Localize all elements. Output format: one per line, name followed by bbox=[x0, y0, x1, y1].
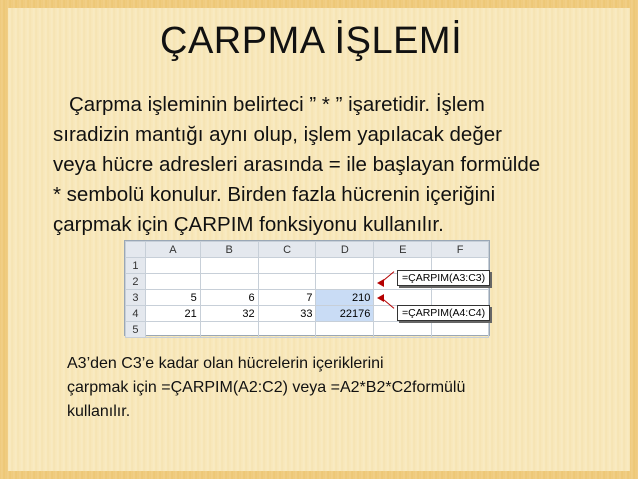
cell bbox=[258, 322, 316, 338]
column-header: C bbox=[258, 242, 316, 258]
column-header-row bbox=[126, 242, 489, 258]
cell bbox=[200, 274, 258, 290]
row-header: 2 bbox=[126, 274, 146, 290]
column-header: F bbox=[432, 242, 489, 258]
slide-title: ÇARPMA İŞLEMİ bbox=[160, 20, 463, 62]
column-header: B bbox=[200, 242, 258, 258]
cell-b3: 6 bbox=[200, 290, 258, 306]
cell-c3: 7 bbox=[258, 290, 316, 306]
slide-paragraph bbox=[53, 90, 638, 240]
callout-arrow-head bbox=[377, 294, 384, 302]
spreadsheet-grid bbox=[125, 241, 489, 338]
cell bbox=[432, 290, 489, 306]
cell-a3: 5 bbox=[145, 290, 200, 306]
formula-callout-row4: =ÇARPIM(A4:C4) bbox=[397, 305, 490, 321]
cell-c4: 33 bbox=[258, 306, 316, 322]
row-header: 1 bbox=[126, 258, 146, 274]
cell bbox=[200, 322, 258, 338]
callout-arrow-head bbox=[377, 279, 384, 287]
paragraph-line: çarpmak için ÇARPIM fonksiyonu kullanılır. bbox=[53, 213, 444, 236]
row-header: 5 bbox=[126, 322, 146, 338]
cell bbox=[316, 258, 374, 274]
cell bbox=[145, 274, 200, 290]
cell-b4: 32 bbox=[200, 306, 258, 322]
cell bbox=[200, 258, 258, 274]
note-line: çarpmak için =ÇARPIM(A2:C2) veya =A2*B2*C2formülü bbox=[67, 379, 466, 396]
cell bbox=[145, 258, 200, 274]
explanation-note bbox=[67, 352, 607, 424]
row-header: 3 bbox=[126, 290, 146, 306]
paragraph-line: veya hücre adresleri arasında = ile başlayan formülde bbox=[53, 153, 541, 176]
note-line: A3’den C3’e kadar olan hücrelerin içeriklerini bbox=[67, 355, 384, 372]
cell bbox=[374, 322, 432, 338]
column-header: A bbox=[145, 242, 200, 258]
cell-d4: 22176 bbox=[316, 306, 374, 322]
corner-cell bbox=[126, 242, 146, 258]
spreadsheet-screenshot bbox=[124, 240, 490, 336]
cell-d3: 210 bbox=[316, 290, 374, 306]
cell bbox=[258, 258, 316, 274]
row-header: 4 bbox=[126, 306, 146, 322]
column-header: E bbox=[374, 242, 432, 258]
table-row bbox=[126, 290, 489, 306]
cell-a4: 21 bbox=[145, 306, 200, 322]
note-line: kullanılır. bbox=[67, 403, 131, 420]
column-header: D bbox=[316, 242, 374, 258]
formula-callout-row3: =ÇARPIM(A3:C3) bbox=[397, 270, 490, 286]
cell bbox=[145, 322, 200, 338]
cell bbox=[316, 322, 374, 338]
paragraph-line: sıradizin mantığı aynı olup, işlem yapılacak değer bbox=[53, 123, 502, 146]
paragraph-line: * sembolü konulur. Birden fazla hücrenin içeriğini bbox=[53, 183, 496, 206]
table-row bbox=[126, 322, 489, 338]
cell bbox=[258, 274, 316, 290]
paragraph-line: Çarpma işleminin belirteci ” * ” işaretidir. İşlem bbox=[69, 93, 485, 116]
cell bbox=[432, 322, 489, 338]
cell bbox=[316, 274, 374, 290]
